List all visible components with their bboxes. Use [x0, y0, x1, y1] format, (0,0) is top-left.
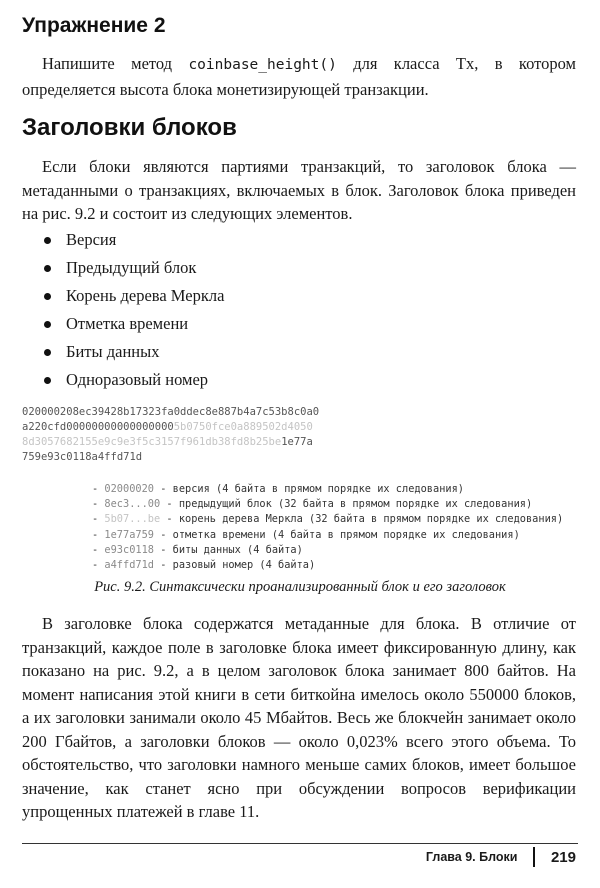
field-legend [92, 482, 563, 573]
legend-desc: корень дерева Меркла (32 байта в прямом порядке их следования) [178, 513, 564, 526]
header-fields-list [42, 226, 224, 394]
list-item: Биты данных [42, 338, 224, 366]
hex-line: 759e93c0118a4ffd71d [22, 451, 143, 463]
exercise-text [22, 52, 576, 101]
legend-code: 02000020 [104, 483, 155, 495]
footer-rule [22, 843, 578, 844]
legend-row: - 8ec3...00 - предыдущий блок (32 байта в прямом порядке их следования) [92, 498, 533, 511]
legend-row: - 02000020 - версия (4 байта в прямом порядке их следования) [92, 483, 464, 495]
list-item: Корень дерева Меркла [42, 282, 224, 310]
list-item: Одноразовый номер [42, 366, 224, 394]
legend-desc: разовый номер (4 байта) [172, 559, 316, 572]
section-heading: Заголовки блоков [22, 114, 237, 141]
legend-desc: версия (4 байта в прямом порядке их следования) [172, 483, 464, 495]
exercise-heading: Упражнение 2 [22, 14, 166, 37]
legend-row: - 5b07...be - корень дерева Меркла (32 байта в прямом порядке их следования) [92, 513, 564, 526]
legend-row: - e93c0118 - биты данных (4 байта) [92, 543, 303, 556]
exercise-text-after: для класса Tx, в котором определяется высота блока монетизирующей транзакции. [22, 54, 576, 99]
section-intro: Если блоки являются партиями транзакций, то заголовок блока — метаданными о транзакциях, включаемых в блок. Заголовок блока приведен на рис. 9.2 и состоит из следующих элементов. [22, 157, 576, 223]
legend-code: e93c0118 [104, 543, 155, 556]
legend-desc: отметка времени (4 байта в прямом порядке их следования) [172, 528, 520, 541]
hex-line: 020000208ec39428b17323fa0ddec8e887b4a7c53b8c0a0 [22, 406, 320, 418]
legend-row: - a4ffd71d - разовый номер (4 байта) [92, 559, 316, 572]
legend-code: a4ffd71d [104, 559, 155, 572]
legend-code: 1e77a759 [104, 528, 155, 541]
body-paragraph: В заголовке блока содержатся метаданные для блока. В отличие от транзакций, каждое поле в заголовке блока имеет фиксированную длину, как показано на рис. 9.2, а в целом заголовок блока занимает 800 байтов. На момент написания этой книги в сети биткойна имелось около 550000 блоков, а их заголовки занимали около 45 Мбайтов. Весь же блокчейн занимает около 200 Гбайтов, а заголовки блоков — около 0,023% всего этого объема. То обстоятельство, что заголовки намного меньше самих блоков, имеет большое значение, как станет ясно при обсуждении вопросов верификации упрощенных платежей в главе 11. [22, 614, 576, 821]
figure-caption: Рис. 9.2. Синтаксически проанализированный блок и его заголовок [94, 579, 506, 595]
legend-desc: биты данных (4 байта) [172, 543, 303, 556]
raw-block-hex [22, 405, 319, 465]
legend-code: 8ec3...00 [104, 498, 161, 511]
legend-code: 5b07...be [104, 513, 161, 526]
chapter-title: Глава 9. Блоки [425, 850, 518, 864]
footer-divider [533, 847, 535, 867]
page-footer [426, 847, 576, 867]
exercise-code: coinbase_height() [188, 57, 337, 73]
list-item: Отметка времени [42, 310, 224, 338]
list-item: Версия [42, 226, 224, 254]
legend-desc: предыдущий блок (32 байта в прямом порядке их следования) [178, 498, 533, 511]
hex-line: 8d3057682155e9c9e3f5c3157f961db38fd8b25be1e77a [22, 436, 313, 448]
list-item: Предыдущий блок [42, 254, 224, 282]
legend-row: - 1e77a759 - отметка времени (4 байта в прямом порядке их следования) [92, 528, 520, 541]
exercise-text-before: Напишите метод [42, 54, 189, 73]
hex-line: a220cfd000000000000000005b0750fce0a889502d4050 [22, 421, 313, 433]
page-number: 219 [550, 848, 576, 866]
